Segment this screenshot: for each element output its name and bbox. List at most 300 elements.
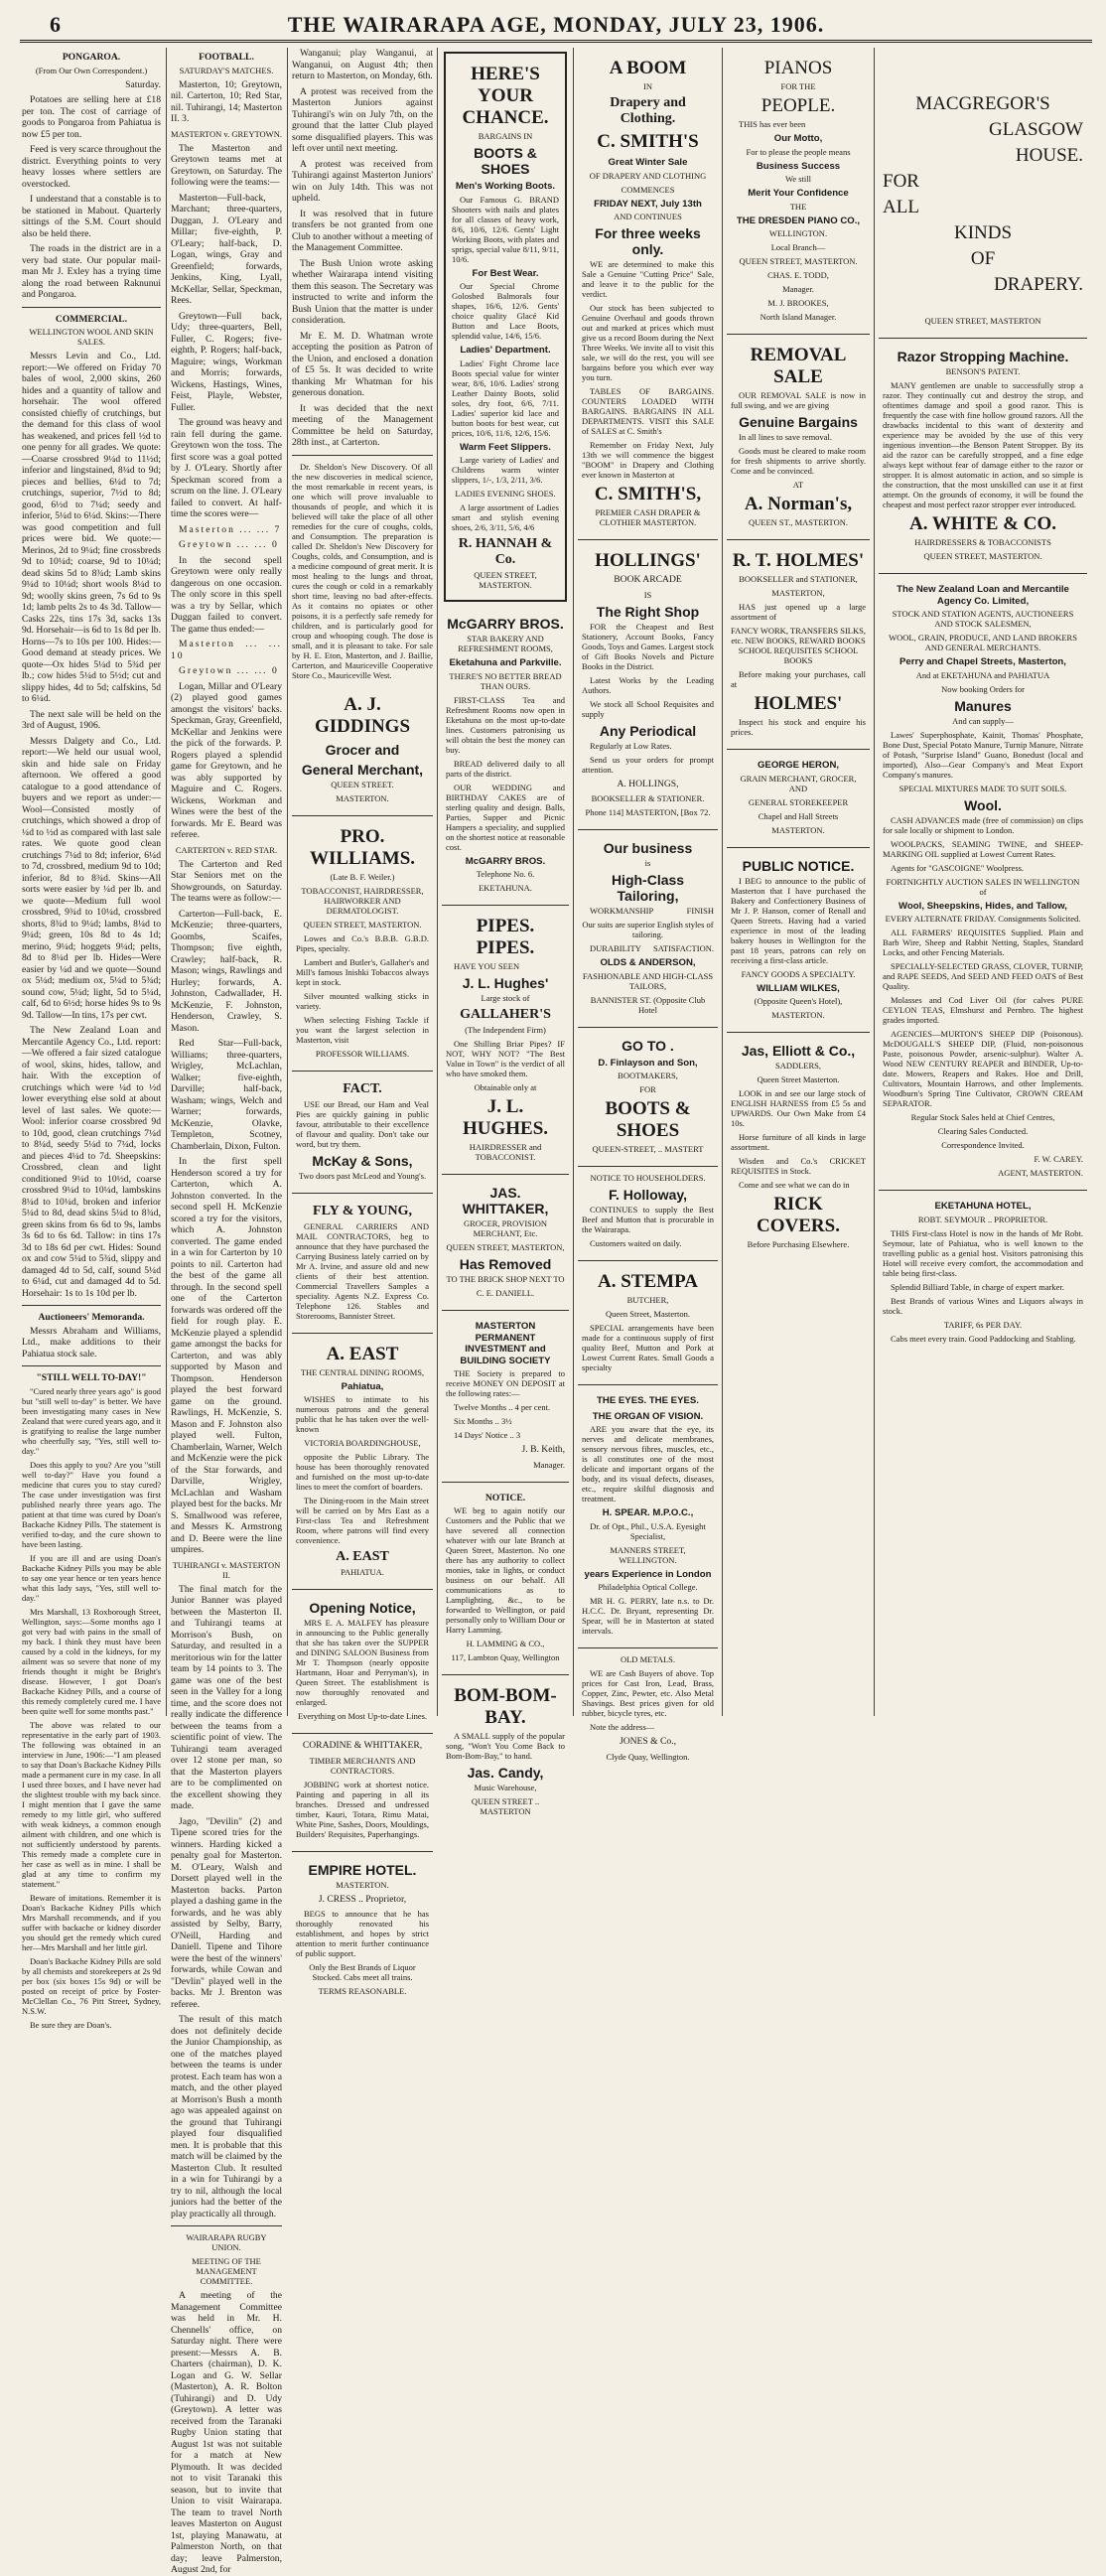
ad-line: Great Winter Sale (608, 157, 688, 168)
ad-line: Note the address— (590, 1722, 655, 1732)
ad-signature: McGARRY BROS. (465, 855, 546, 867)
ad-line: Correspondence Invited. (941, 1140, 1025, 1150)
ad-line: GENERAL STOREKEEPER (748, 796, 849, 807)
c-smith-ad (578, 48, 718, 540)
paragraph: Beware of imitations. Remember it is Doan's Backache Kidney Pills which Mrs Marshall recommends, and if you suffer with backache or kidney disorder you should get the remedy which cured her—Mrs Marshall and her little girl. (22, 1892, 161, 1952)
ad-address: QUEEN STREET, MASTERTON (924, 316, 1041, 326)
auctioneers-heading: Auctioneers' Memoranda. (38, 1312, 145, 1323)
paragraph: We stock all School Requisites and supply (582, 698, 714, 719)
razor-ad (879, 339, 1087, 574)
paragraph: SPECIAL arrangements have been made for a continuous supply of first quality Beef, Mutton and Pork at Lowest Current Rates. Small Goods a specialty (582, 1323, 714, 1372)
opening-notice-ad (292, 1590, 433, 1734)
paragraph: In all lines to save removal. (739, 432, 832, 442)
olds-anderson-ad (578, 830, 718, 1028)
paragraph: Our Famous G. BRAND Shooters with nails and plates for all classes of heavy work, 8/6, 10/6, 12/6. Gents' Light Working Boots, with plates and sprigs, special value 8/11, 9/11, 10/6. (452, 194, 559, 264)
empire-hotel-ad (292, 1852, 433, 2009)
ad-line: THIS has ever been (739, 119, 806, 129)
paragraph: One Shilling Briar Pipes? IF NOT, WHY NOT? "The Best Value in Town" is the verdict of all who have smoked them. (446, 1039, 565, 1078)
paragraph: Feed is very scarce throughout the district. Everything points to very heavy losses where settlers are overstocked. (22, 144, 161, 190)
ad-line: TOBACCONIST, HAIRDRESSER, HAIRWORKER AND DERMATOLOGIST. (301, 885, 424, 916)
score-line: Greytown ... ... 0 (179, 539, 279, 550)
eyes-ad (578, 1385, 718, 1648)
ad-subheading: Men's Working Boots. (455, 181, 556, 192)
ad-line: Our Motto, (773, 133, 823, 144)
eketahuna-hotel-ad (879, 1191, 1087, 1356)
removal-sale-ad (727, 335, 870, 540)
ad-line: FANCY WORK, TRANSFERS SILKS, etc. NEW BOOKS, REWARD BOOKS SCHOOL REQUISITES SCHOOL BOOKS (731, 626, 866, 665)
ad-town: EKETAHUNA. (479, 883, 532, 893)
paragraph: Greytown—Full back, Udy; three-quarters, Bell, Fuller, C. Rogers; five-eighth, P. Rogers; half-back, Maguire; wings, Workman and Morris; forwards, Wickens, Hastings, Wines, Feist, Playle, Webster, Fuller. (171, 310, 282, 413)
paragraph: Before making your purchases, call at (731, 669, 866, 689)
ad-title: A. J. GIDDINGS (314, 693, 411, 737)
paragraph: It was decided that the next meeting of the Management Committee be held on Saturday, 28th inst., at Carterton. (292, 402, 433, 448)
ad-word: FINISH (686, 906, 714, 916)
rate-row: 14 Days' Notice .. 3 (454, 1430, 521, 1440)
ad-title: NOTICE. (484, 1492, 526, 1503)
score-line: Greytown ... ... 0 (179, 665, 279, 676)
paragraph: Cabs meet every train. Good Paddocking and Stabling. (891, 1333, 1076, 1344)
ad-line: The Right Shop (596, 603, 700, 620)
paragraph: WE are determined to make this Sale a Genuine "Cutting Price" Sale, and leave it to the public for the verdict. (582, 259, 714, 299)
paragraph: BEGS to announce that he has thoroughly renovated his establishment, and hopes by strict attention to merit further continuance of public support. (296, 1909, 429, 1958)
column-1 (22, 48, 161, 2030)
ad-line: Phone 114] MASTERTON, [Box 72. (585, 807, 711, 817)
paragraph: Agents for "GASCOIGNE" Woolpress. (891, 862, 1025, 873)
paragraph: Messrs Abraham and Williams, Ltd., make additions to their Pahiatua stock sale. (22, 1325, 161, 1360)
ad-line: PEOPLE. (760, 95, 836, 116)
ad-line: LADIES EVENING SHOES. (455, 489, 556, 499)
paragraph: JOBBING work at shortest notice. Painting and papering in all its branches. Dressed and undressed timber, Kauri, Totara, Rimu Matai, White Pine, Sashes, Doors, Mouldings, Builders' Requisites, Paperhangings. (296, 1779, 429, 1839)
paragraph: Carterton—Full-back, E. McKenzie; three-quarters, Goombs, Scaifes, Thompson; five eighth, Crawley; half-back, R. Mason; wings, Rawlings and Hurley; forwards, A. Johnston, Cadwallader, H. McKenzie, F. Johnston, Henderson, Crawley, S. Mason. (171, 908, 282, 1034)
ad-title: Razor Stropping Machine. (897, 349, 1069, 364)
paragraph: Red Star—Full-back, Williams; three-quarters, Wrigley, McLachlan, Walker; five-eighth, Darville; half-back, Washam; wings, Welch and Warner; forwards, McKenzie, Olavke, Templeton, Scotney, Chamberlain, Dixon, Fulton. (171, 1038, 282, 1152)
ad-line: BOOKSELLER and STATIONER, (739, 574, 858, 584)
rt-holmes-ad (727, 540, 870, 750)
ad-signature: A. Norman's, (744, 494, 853, 514)
ad-line (582, 943, 714, 953)
ad-line: THE DRESDEN PIANO CO., (736, 215, 861, 226)
ad-address: BANNISTER ST. (Opposite Club Hotel (590, 994, 706, 1015)
paragraph: Large variety of Ladies' and Childrens warm winter slippers, 1/-, 1/3, 2/11, 3/6. (452, 455, 559, 485)
ad-line: THERE'S NO BETTER BREAD THAN OURS. (449, 670, 562, 691)
public-notice-ad (727, 848, 870, 1034)
ad-title: R. T. HOLMES' (732, 550, 865, 571)
masthead (20, 10, 1092, 43)
column-rule (874, 48, 875, 1716)
ad-line: AGENT, MASTERTON. (998, 1168, 1083, 1178)
paragraph: FOR the Cheapest and Best Stationery, Account Books, Fancy Goods, Toys and Games. Largest stock of Gift Books Novels and Picture Books in the District. (582, 621, 714, 671)
ad-town: PAHIATUA. (341, 1567, 384, 1577)
rate-row: Six Months .. 3½ (454, 1416, 512, 1426)
ad-line: F. Holloway, (608, 1187, 688, 1203)
paragraph: The above was related to our representative in the early part of 1903. The following was obtained in an interview in June, 1906:—"I am pleased to say that Doan's Backache Kidney Pills made a permanent cure in my case. In all I used three boxes, and I have never had the slightest trouble with my back since. I might mention that I gave the same remedy to my little girl, who suffered with weak kidneys, a common enough ailment with children, and one which is not sufficiently understood by parents. This remedy made a complete cure in her case as well as in mine. I shall be glad at any time to confirm my statement." (22, 1719, 161, 1889)
ad-line: Manager. (782, 284, 814, 294)
paragraph: BREAD delivered daily to all parts of the district. (446, 758, 565, 779)
finlayson-ad (578, 1028, 718, 1168)
page-number: 6 (50, 12, 61, 37)
ad-line: D. Finlayson and Son, (598, 1057, 698, 1069)
ad-title: PRO. WILLIAMS. (309, 825, 416, 869)
paragraph: TABLES OF BARGAINS. COUNTERS LOADED WITH BARGAINS. BARGAINS IN ALL DEPARTMENTS. VISIT this SALE of SALES at C. Smith's (582, 386, 714, 436)
ad-line: FASHIONABLE AND HIGH-CLASS TAILORS, (582, 970, 714, 991)
ad-line: Business Success (756, 160, 841, 172)
column-rule (166, 48, 167, 1716)
ad-line: WOOL, GRAIN, PRODUCE, AND LAND BROKERS AND GENERAL MERCHANTS. (889, 633, 1077, 652)
paragraph: A SMALL supply of the popular song, "Won't You Come Back to Bom-Bom-Bay," to hand. (446, 1731, 565, 1761)
ad-title: Our business (603, 840, 693, 856)
column-rule (287, 48, 288, 1716)
ad-line: C. SMITH'S (597, 131, 699, 152)
ad-title: A. STEMPA (598, 1271, 698, 1292)
ad-line: THE (789, 201, 807, 212)
paragraph: MRS E. A. MALFEY has pleasure in announcing to the Public generally that she has taken over the SUPPER and DINING SALOON Business from Mr T. Thompson (nearly opposite Hartmann, Hoar and Perryman's), in Queen Street. The establishment is now thoroughly renovated and enlarged. (296, 1618, 429, 1707)
george-heron-ad (727, 750, 870, 848)
paragraph: OUR REMOVAL SALE is now in full swing, and we are giving (731, 390, 866, 410)
still-well-heading: "STILL WELL TO-DAY!" (36, 1372, 147, 1383)
paragraph: A large assortment of Ladies smart and stylish evening shoes, 2/6, 3/11, 5/6, 4/6 (452, 502, 559, 532)
ad-line: HOUSE. (1015, 145, 1083, 166)
ad-subheading: Warm Feet Slippers. (460, 441, 551, 453)
subheading: SATURDAY'S MATCHES. (179, 65, 274, 75)
ad-title: NOTICE TO HOUSEHOLDERS. (590, 1173, 706, 1183)
paragraph: "Cured nearly three years ago" is good but "still well to-day" is better. We have been investigating many cases in New Zealand that were cured years ago, and it is gratifying to realise the large number who cheerfully say, "Yes, still well to-day." (22, 1385, 161, 1456)
ad-line: Telephone No. 6. (476, 869, 535, 879)
paragraph: Latest Works by the Leading Authors. (582, 674, 714, 695)
ad-town: MASTERTON, (771, 588, 825, 598)
ad-title: Opening Notice, (309, 1600, 416, 1616)
paragraph: Splendid Billiard Table, in charge of expert marker. (891, 1281, 1064, 1292)
column-rule (437, 48, 438, 1716)
paragraph: Send us your orders for prompt attention. (582, 754, 714, 775)
paragraph: A protest was received from Tuhirangi against Masterton Juniors' win on July 14th. This was not upheld. (292, 158, 433, 204)
ad-address: QUEEN-STREET, .. MASTERT (592, 1144, 704, 1154)
paragraph: Does this apply to you? Are you "still well to-day?" Have you found a medicine that cures you to stay cured? The case under investigation was first published nearly three years ago. The patient at that time was cured by Doan's Backache Kidney Pills. The statement is verified to-day, and the cure shown to have been lasting. (22, 1459, 161, 1549)
paragraph: Dr. Sheldon's New Discovery. Of all the new discoveries in medical science, the most remarkable in recent years, is one which will prove invaluable to thousands of people, and which it is believed will take the place of all other remedies for the cure of coughs, colds, and Consumption. The preparation is called Dr. Sheldon's New Discovery for Coughs, colds, and Consumption, and is a medicine compound of great merit. It is most healing to the lungs and throat, cures the cough or cold in a remarkably short time, leaving no bad after-effects. As it contains no opiates or other poisons, it is a perfectly safe remedy for children, and is particularly good for croup and whooping cough. The dose is small, and it is pleasant to take. For sale by H. E. Eton, Masterton, and J. Baillie, Carterton, and Mauriceville Cooperative Store Co., Mauriceville West. (292, 461, 433, 680)
building-society-ad (442, 1311, 569, 1483)
ad-line: GLASGOW (989, 119, 1083, 140)
paragraph: Doan's Backache Kidney Pills are sold by all chemists and storekeepers at 2s 9d per box (six boxes 15s 9d) or will be posted on receipt of price by Foster-McClellan Co., 76 Pitt Street, Sydney, N.S.W. (22, 1955, 161, 2016)
paragraph: The ground was heavy and rain fell during the game. Greytown won the toss. The first score was a goal potted by J. O'Leary. Shortly after Speckman scored from a scrum on the line. J. O'Leary failed to convert. At half-time the scores were— (171, 417, 282, 519)
ad-line: AND CONTINUES (614, 212, 682, 221)
ad-line: (The Independent Firm) (465, 1025, 546, 1035)
ad-title: McGARRY BROS. (447, 616, 564, 632)
ad-line: For three weeks only. (595, 225, 701, 257)
pipes-ad (442, 906, 569, 1175)
paragraph: Masterton, 10; Greytown, nil. Carterton, 10; Red Star, nil. Tuhirangi, 14; Masterton II. 3. (171, 78, 282, 124)
paragraph: The Masterton and Greytown teams met at Greytown, on Saturday. The following were the teams:— (171, 142, 282, 188)
ad-line: ROBT. SEYMOUR .. PROPRIETOR. (917, 1214, 1048, 1224)
ad-line: OF (970, 248, 996, 269)
paragraph: CONTINUES to supply the Best Beef and Mutton that is procurable in the Wairarapa. (582, 1205, 714, 1234)
ad-title: A BOOM (609, 58, 687, 78)
ad-line: High-Class Tailoring, (611, 872, 685, 904)
ad-line: STAR BAKERY AND REFRESHMENT ROOMS, (458, 634, 553, 653)
paragraph: Our stock has been subjected to Genuine Overhaul and goods thrown out and marked at prices which must give us a record Boom during the Next Three Weeks. We invite all to visit this sale, we will do the rest, you will see bargains before you which ever way you turn. (582, 303, 714, 382)
ad-line: HAVE YOU SEEN (454, 961, 520, 971)
ad-line: COMMENCES (621, 184, 675, 195)
ad-word: WORKMANSHIP (590, 906, 654, 916)
ad-town: MASTERTON. (336, 1879, 389, 1890)
ad-word: SATISFACTION. (652, 943, 714, 953)
ad-address: Two doors past McLeod and Young's. (298, 1170, 427, 1181)
ad-line: H. SPEAR. M.P.O.C., (602, 1507, 694, 1518)
football-heading: FOOTBALL. (199, 52, 254, 63)
ad-line: FOR (883, 171, 919, 192)
paragraph: Inspect his stock and enquire his prices. (731, 717, 866, 737)
macgregor-ad (879, 48, 1087, 339)
column-3 (292, 48, 433, 1996)
ad-line: BOOTMAKERS, (618, 1071, 678, 1080)
subheading: WAIRARAPA RUGBY UNION. (186, 2232, 267, 2252)
subheading: CARTERTON v. RED STAR. (175, 844, 278, 855)
ad-line: Has Removed (459, 1256, 552, 1272)
paragraph: USE our Bread, our Ham and Veal Pies are quickly gaining in public favour, attributable to their excellence of flavour and quality. Don't take our word, but try them. (296, 1098, 429, 1149)
ad-address: QUEEN STREET, MASTERTON, (446, 1242, 565, 1252)
paragraph: GENERAL CARRIERS AND MAIL CONTRACTORS, beg to announce that they have purchased the Carrying Business lately carried on by Mr A. Irvine, and assure old and new clients of their best attention. Commercial Travellers Samples a speciality. Agents N.Z. Express Co. Telephone 126. Stables and Storerooms, Bannister Street. (296, 1220, 429, 1321)
pongaroa-heading: PONGAROA. (62, 52, 121, 63)
paragraph: If you are ill and are using Doan's Backache Kidney Pills you may be able to say one year hence or ten years hence what this lady says, "Yes, still well to-day." (22, 1552, 161, 1603)
ad-address: QUEEN STREET, MASTERTON. (923, 551, 1042, 561)
fact-ad (292, 1072, 433, 1194)
ad-line: We still (785, 174, 811, 184)
column-5 (578, 48, 718, 1762)
boots-shoes-ad (444, 52, 567, 602)
ad-line: is (644, 858, 651, 868)
ad-address: QUEEN STREET. (331, 779, 394, 789)
paragraph: Regularly at Low Rates. (590, 740, 672, 751)
ad-line: Dr. of Opt., Phil., U.S.A. Eyesight Specialist, (590, 1520, 706, 1541)
subheading: MASTERTON v. GREYTOWN. (171, 128, 282, 139)
ad-title: MASTERTON PERMANENT INVESTMENT and BUILDING SOCIETY (460, 1321, 551, 1366)
ad-line: North Island Manager. (760, 312, 837, 322)
whittaker-ad (442, 1175, 569, 1311)
paragraph: Best Brands of various Wines and Liquors always in stock. (883, 1295, 1083, 1316)
ad-line: FANCY GOODS A SPECIALTY. (741, 968, 856, 979)
pro-williams-ad (292, 816, 433, 1072)
paragraph: Wanganui; play Wanganui, at Wanganui, on August 4th; then return to Masterton, on Monday, 6th. (292, 48, 433, 81)
paragraph: AGENCIES—MURTON'S SHEEP DIP (Poisonous). McDOUGALL'S SHEEP DIP, (Fluid, non-poisonous Paste, poisonous Powder, arsenic-sulphur). Walter A. Wood NEW CENTURY REAPER and BINDER, Up-to-date. Mowers, Reapers and Rakes. Hoe and Drill, Cultivators, Mountain Harrows, and other Implements. Woodburn's Spring Tine Cultivator, CROWN CREAM SEPARATOR. (883, 1029, 1083, 1108)
ad-line: J. L. Hughes' (462, 975, 549, 991)
ad-address: MANNERS STREET, WELLINGTON. (610, 1544, 686, 1565)
paragraph: Customers waited on daily. (590, 1238, 682, 1248)
ad-signature: A. EAST (336, 1549, 389, 1564)
paragraph: THIS First-class Hotel is now in the hands of Mr Robt. Seymour, late of Pahiatua, who is well known to the travelling public as a genial host. Visitors patronising this Hotel will receive every comfort, the accommodation and table being first-class. (883, 1227, 1083, 1278)
ad-title: CORADINE & WHITTAKER, (302, 1740, 423, 1751)
ad-town: MASTERTON. (771, 1010, 825, 1020)
paragraph: The roads in the district are in a very bad state. Our popular mail-man Mr J. Exley has a trying time along the road between Raknunui and Pongaroa. (22, 243, 161, 300)
paragraph: Lowes and Co.'s B.B.B. G.B.D. Pipes, specialty. (296, 932, 429, 953)
ad-town: MASTERTON. (336, 792, 389, 803)
ad-line: BOOK ARCADE (614, 574, 682, 585)
column-2 (171, 48, 282, 2575)
ad-address: Chapel and Hall Streets (758, 810, 839, 821)
ad-title: OLD METALS. (620, 1654, 676, 1664)
ad-line: Before Purchasing Elsewhere. (747, 1239, 850, 1249)
ad-line: And can supply— (952, 715, 1014, 726)
ad-line: Large stock of (481, 993, 530, 1003)
ad-line: General Merchant, (301, 761, 424, 778)
ad-line: Perry and Chapel Streets, Masterton, (899, 656, 1066, 667)
ad-line: Manures (954, 697, 1012, 714)
ad-signature: McKay & Sons, (312, 1152, 413, 1169)
ad-signature: A. WHITE & CO. (909, 513, 1056, 534)
ad-line: DRAPERY. (994, 274, 1083, 295)
paragraph: The result of this match does not definitely decide the Junior Championship, as one of the matches played between the teams is under protest. Each team has won a match, and the other played at Morrison's Bush a month ago was appealed against on the ground that Tuhirangi played four disqualified men. It is probable that this match will be claimed by the Masterton Club. It resulted in a win for Tuhirangi by a try to nil, although the local juniors had the better of the play practically all through. (171, 2014, 282, 2219)
paragraph: Horse furniture of all kinds in large assortment. (731, 1132, 866, 1152)
ad-signature: HOLMES' (754, 693, 843, 714)
ad-line: BENSON'S PATENT. (945, 366, 1021, 376)
ad-line: TERMS REASONABLE. (318, 1986, 407, 1996)
ad-signature: J. L. HUGHES. (462, 1096, 549, 1139)
ad-line: Grocer and (325, 741, 400, 758)
ad-address: QUEEN ST., MASTERTON. (749, 517, 848, 527)
ad-signature: JONES & Co., (619, 1736, 677, 1747)
ad-signature: J. B. Keith, (521, 1444, 565, 1455)
paragraph: opposite the Public Library. The house has been thoroughly renovated and furnished on the most up-to-date lines to meet the comfort of boarders. (296, 1452, 429, 1492)
ad-line: RICK COVERS. (757, 1194, 840, 1236)
ad-signature: H. LAMMING & CO., (466, 1639, 545, 1648)
ad-title: EKETAHUNA HOTEL, (934, 1201, 1032, 1212)
paragraph: Silver mounted walking sticks in variety. (296, 990, 429, 1011)
ad-line: BOOKSELLER & STATIONER. (591, 793, 705, 803)
ad-signature: R. HANNAH & Co. (458, 536, 553, 567)
score-line: Masterton ... ... 7 (179, 523, 282, 535)
ad-title: Jas, Elliott & Co., (741, 1043, 856, 1059)
paragraph: Masterton—Full-back, Marchant; three-quarters, Duggan, J. O'Leary and Millar; five-eighth, P. O'Leary; half-back, D. Logan, wings, Gray and Greenfield; forwards, Jenkins, King, Lyall, McKellar, Sellar, Speckman, Rees. (171, 192, 282, 306)
paragraph: Messrs Levin and Co., Ltd. report:—We offered on Friday 70 bales of wool, 2,000 skins, 260 hides and a quantity of tallow and horsehair. The wool offered consisted chiefly of crutchings, but the demand for this class of wool has weakened, and prices fell ½d to one penny for all grades. We quote:—Coarse crossbred 9¼d to 11½d; inferior and lingstained, 8¼d to 9d; pieces and bellies, 6¼d to 7d; crutchings, superior, 7½d to 8d; good, 6½d to 7¼d; seedy and inferior, 5¼d to 6¼d. Skins:—There was good competition and full prices were bid. We quote:—Merinos, 2d to 9¼d; fine crossbreds 9d to 10¼d; coarse, 9d to 10¼d; dead skins 5d to 8¾d; Lamb skins 9¼d to 10¼d; short wools 8¼d to 9d; woolly skins green, 7s 6d to 9s 1d; lamb pelts 2s to 4s 3d. Tallow—Casks 22s, tins 17s 3d, sacks 13s 9d. Horsehair—is 6d to 1s 8d per lb. Horns—7s to 10s per 100. Hides:—Good demand at steady prices. We quote—Ox hides 5¼d to 5¾d per lb.; cow hides 5¼d to 5½d; cut and slippy hides, 4d to 5d; calfskins, 5d to 6¼d. (22, 351, 161, 704)
ad-line: Manager. (533, 1459, 565, 1470)
ad-line: And at EKETAHUNA and PAHIATUA (915, 669, 1050, 680)
ad-signature: Jas. Candy, (467, 1765, 544, 1781)
score-line: Masterton ... ... 10 (171, 639, 282, 661)
ad-line (582, 906, 714, 916)
paragraph: Mrs Marshall, 13 Roxborough Street, Wellington, says:—Some months ago I got very bad with pains in the small of my back. I think they must have been caused by a cold in the kidneys, for my ailment was so severe that none of my friends thought it might be Bright's disease. However, I got Doan's Backache Kidney Pills, and a course of this remedy completely cured me. I have been quite well for some months past." (22, 1606, 161, 1716)
rate-row: Twelve Months .. 4 per cent. (454, 1402, 551, 1412)
ad-title: HERE'S YOUR CHANCE. (462, 64, 549, 128)
ad-line: (Late B. F. Weiler.) (330, 871, 395, 882)
ad-line: SPECIAL MIXTURES MADE TO SUIT SOILS. (899, 783, 1067, 793)
ad-town: MASTERTON. (771, 824, 825, 835)
paragraph: I BEG to announce to the public of Masterton that I have purchased the Bakery and Confectionery Business of Mr J. P. Hanson, corner of Renall and Queen Streets. Having had a varied experience in most of the leading bakery houses in Wellington for the past 18 years, patrons can rely on receiving a first-class article. (731, 875, 866, 965)
ad-line: FRIDAY NEXT, July 13th (594, 198, 702, 210)
paragraph: SPECIALLY-SELECTED GRASS, CLOVER, TURNIP, and RAPE SEEDS, And SEED AND FEED OATS of Best Quality. (883, 961, 1083, 991)
ad-town: Pahiatua, (341, 1380, 384, 1392)
mcgarry-ad (442, 606, 569, 906)
paragraph: HAS just opened up a large assortment of (731, 602, 866, 622)
ad-line: Local Branch— (770, 242, 826, 252)
ad-signature: PROFESSOR WILLIAMS. (315, 1048, 410, 1059)
ad-address: QUEEN STREET .. MASTERTON (471, 1796, 540, 1816)
ad-line: Obtainable only at (474, 1082, 537, 1092)
ad-line: GRAIN MERCHANT, GROCER, AND (740, 773, 857, 793)
subheading: WELLINGTON WOOL AND SKIN SALES. (29, 327, 154, 347)
ad-address: 117, Lambton Quay, Wellington (451, 1652, 560, 1662)
paragraph: Wisden and Co.'s CRICKET REQUISITES in Stock. (731, 1156, 866, 1176)
paragraph: Goods must be cleared to make room for fresh shipments to arrive shortly. Come and be convinced. (731, 446, 866, 476)
paragraph: Molasses and Cod Liver Oil (for calves PURE CEYLON TEAS, Elmshurst and Pernbro. The highest grades imported. (883, 995, 1083, 1025)
ad-title: BOM-BOM-BAY. (454, 1685, 557, 1728)
ad-line: years Experience in London (584, 1568, 712, 1580)
paragraph: MANY gentlemen are unable to successfully strop a razor. They continually cut and destroy the strop, and oftentimes damage and spoil a good razor. This is frequently the case with fine hollow ground razors. All the drawbacks incidental to this want of dexterity and experience may be avoided by the use of this very ingenious invention—the Benson Patent Stropper. By its aid the razor can be carefully stropped, and a fine edge always kept without fear of damage either to the razor or stropper. It is almost automatic in action, and so simple is the construction, that the most unskilled can use it at first attempt. On the grounds of economy, it will be found the cheapest and most perfect razor stropper ever introduced. (883, 380, 1083, 509)
ad-line: Everything on Most Up-to-date Lines. (297, 1711, 428, 1721)
ad-line: Merit Your Confidence (748, 188, 849, 199)
column-6 (727, 48, 870, 1716)
paragraph: THE Society is prepared to receive MONEY ON DEPOSIT at the following rates:— (446, 1368, 565, 1398)
ad-town: WELLINGTON. (768, 228, 828, 238)
paragraph: In the second spell Greytown were only really dangerous on one occasion. The only score in this spell was a try by Sellar, which Duggan failed to convert. The game thus ended:— (171, 554, 282, 635)
ad-address: Queen Street Masterton. (757, 1074, 840, 1084)
paragraph: The final match for the Junior Banner was played between the Masterton II. and Tuhirangi teams at Morrison's Bush, on Saturday, and resulted in a meritorious win for the latter team by 14 points to 3. The game was one of the best seen in the Valley for a long time, and the score does not really indicate the difference between the teams from a scientific point of view. The Tuhirangi team averaged over 12 stone per man, so that the Masterton players are to be complimented on the excellent showing they made. (171, 1583, 282, 1811)
ad-line: Drapery and Clothing. (610, 95, 686, 126)
ad-address: QUEEN STREET, MASTERTON. (739, 256, 858, 266)
dateline: Saturday. (125, 78, 161, 90)
ad-line: Genuine Bargains (739, 414, 858, 430)
ad-line: Philadelphia Optical College. (598, 1582, 698, 1592)
paragraph: The Dining-room in the Main street will be carried on by Mrs East as a First-class Tea and Refreshment Room, where patrons will find every convenience. (296, 1496, 429, 1545)
paragraph: WISHES to intimate to his numerous patrons and the general public that he has taken over the well-known (296, 1394, 429, 1434)
ad-address: Clyde Quay, Wellington. (606, 1751, 690, 1762)
stempa-ad (578, 1261, 718, 1385)
commercial-heading: COMMERCIAL. (55, 313, 128, 325)
nz-loan-ad (879, 574, 1087, 1191)
paragraph: I understand that a constable is to be stationed in Mabout. Quarterly sittings of the S.M. Court should also be held there. (22, 194, 161, 239)
column-4 (442, 48, 569, 1816)
column-7 (879, 48, 1087, 1716)
ad-title: MACGREGOR'S (915, 93, 1050, 114)
paragraph: WE are Cash Buyers of above. Top prices for Cast Iron, Lead, Brass, Copper, Zinc, Pewter, etc. Also Metal Shavings. Best prices given for old rubber, bicycle tyres, etc. (582, 1668, 714, 1718)
ad-line: Now booking Orders for (941, 683, 1025, 694)
ad-line: THE CENTRAL DINING ROOMS, (300, 1366, 425, 1377)
paragraph: When selecting Fishing Tackle if you want the largest selection in Masterton, visit (296, 1014, 429, 1045)
ad-address: QUEEN STREET, MASTERTON. (474, 570, 537, 590)
ad-line: BOOTS & SHOES (474, 145, 537, 177)
ad-line: HAIRDRESSERS & TOBACCONISTS (914, 537, 1051, 547)
ad-word: DURABILITY (590, 943, 641, 953)
ad-subheading: Ladies' Department. (460, 345, 551, 356)
ad-address: QUEEN STREET, MASTERTON. (303, 919, 422, 930)
paragraph: In the first spell Henderson scored a try for Carterton, which A. Johnston converted. In the second spell H. McKenzie scored a try for the visitors, which A. Johnston converted. The game ended in a win for Carterton by 10 points to nil. Carterton had the best of the game all through. In the second spell one of the Carterton forwards was ordered off the field for rough play. E. McKenzie played a splendid game amongst the backs for Carterton, and was ably supported by Mason and Thompson. Henderson played the best forward game on the ground. Rawlings, H. McKenzie, S. Mason and F. Johnston also played well. Fulton, Chamberlain, Warner, Welch and McKenzie were the pick of the Star forwards, and Darville, Wrigley, McLachlan and Washam played best for the backs. Mr S. Smallwood was referee, and Messrs K. Armstrong and D. Beere were the line umpires. (171, 1156, 282, 1555)
ad-title: JAS. WHITTAKER, (462, 1185, 549, 1216)
ad-signature: C. SMITH'S, (594, 484, 702, 504)
paragraph: WE beg to again notify our Customers and the Public that we have severed all connection whatever with our late Branch at Queen Street, Masterton. No one there has any authority to collect monies, take in lights, or conduct business on our behalf. All communications as to Lamplighting, &c., to be forwarded to Wellington, or paid personally only to William Dour or Harry Lamming. (446, 1505, 565, 1635)
ad-line: Only the Best Brands of Liquor Stocked. Cabs meet all trains. (309, 1962, 416, 1982)
ad-title: PIANOS (763, 58, 833, 78)
ad-title: FACT. (343, 1080, 382, 1096)
ad-address: Queen Street, Masterton. (606, 1309, 690, 1319)
ad-title: HOLLINGS' (595, 550, 701, 571)
ad-line: Clearing Sales Conducted. (937, 1126, 1029, 1136)
paragraph: The Carterton and Red Star Seniors met on the Showgrounds, on Saturday. The teams were as follow:— (171, 858, 282, 904)
paragraph: Our Special Chrome Golosbed Balmorals four shapes, 16/6, 12/6. Gents' choice quality Glacé Kid Button and Lace Boots, splendid value, 14/6, 15/6. (452, 281, 559, 341)
paragraph: FIRST-CLASS Tea and Refreshment Rooms now open in Eketahuna on the most up-to-date lines. Customers patronising us will obtain the best the money can buy. (446, 694, 565, 755)
ad-title: REMOVAL SALE (750, 345, 847, 387)
ad-line: GALLAHER'S (460, 1007, 551, 1022)
ad-title: FLY & YOUNG, (313, 1203, 412, 1218)
ad-title: The New Zealand Loan and Mercantile Agency Co. Limited, (897, 584, 1069, 607)
ad-line: STOCK AND STATION AGENTS, AUCTIONEERS AND STOCK SALESMEN, (892, 609, 1074, 629)
ad-line: HAIRDRESSER and TOBACCONIST. (469, 1142, 542, 1162)
paragraph: ALL FARMERS' REQUISITES Supplied. Plain and Barb Wire, Sheep and Rabbit Netting, Staples, Standard Locks, and other Fencing Materials. (883, 928, 1083, 957)
paragraph: Lambert and Butler's, Gallaher's and Mill's famous Inishki Tobaccos always kept in stock. (296, 956, 429, 987)
paragraph: Our suits are superior English styles of tailoring. (582, 920, 714, 939)
ad-line: TIMBER MERCHANTS AND CONTRACTORS. (309, 1755, 416, 1776)
ad-line: Regular Stock Sales held at Chief Centres, (910, 1112, 1055, 1122)
ad-line: FOR THE (780, 81, 816, 91)
paragraph: ARE you aware that the eye, its nerves and delicate membranes, sensory nervous fibres, muscles, etc., is all constitutes one of the most delicate and important organs of the body, and its visual defects, diseases, etc., require skilful diagnosis and treatment. (582, 1424, 714, 1503)
ad-title: GO TO . (622, 1037, 674, 1054)
ad-line: FORTNIGHTLY AUCTION SALES IN WELLINGTON of (886, 876, 1080, 897)
paragraph: Remember on Friday Next, July 13th we will commence the biggest "BOOM" in Drapery and Clothing ever known in Masterton at (582, 440, 714, 480)
